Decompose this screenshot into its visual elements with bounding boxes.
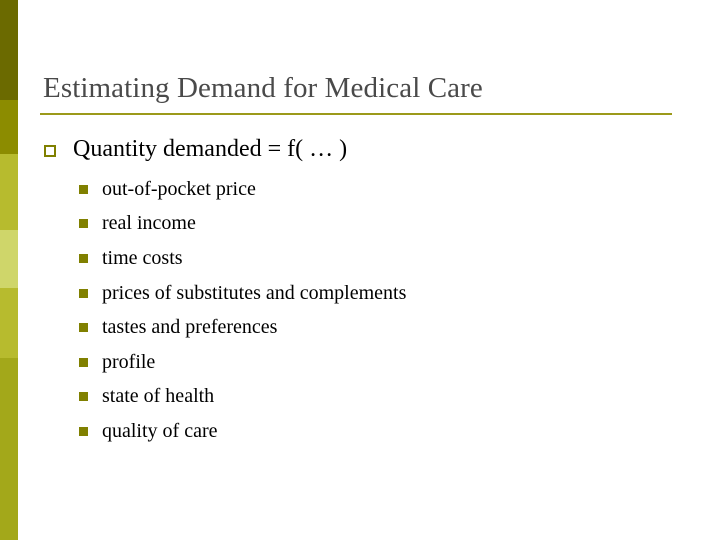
square-bullet-icon [79, 427, 88, 436]
list-item [79, 276, 406, 311]
list-item [79, 172, 406, 207]
main-bullet [44, 136, 347, 163]
list-item-text: quality of care [102, 419, 218, 442]
square-bullet-icon [79, 254, 88, 263]
square-bullet-icon [79, 185, 88, 194]
sub-bullet-list [79, 172, 406, 449]
list-item-text: profile [102, 350, 156, 373]
list-item-text: prices of substitutes and complements [102, 281, 407, 304]
hollow-square-bullet-icon [44, 145, 56, 157]
side-decoration-bar [0, 0, 18, 540]
list-item [79, 207, 406, 242]
list-item [79, 414, 406, 449]
title-divider [40, 113, 672, 115]
list-item [79, 310, 406, 345]
list-item-text: tastes and preferences [102, 316, 278, 339]
side-bar-segment [0, 358, 18, 540]
side-bar-segment [0, 230, 18, 288]
square-bullet-icon [79, 323, 88, 332]
square-bullet-icon [79, 289, 88, 298]
slide-title: Estimating Demand for Medical Care [43, 72, 483, 104]
list-item-text: real income [102, 212, 196, 235]
side-bar-segment [0, 0, 18, 100]
side-bar-segment [0, 100, 18, 154]
side-bar-segment [0, 288, 18, 358]
main-bullet-text: Quantity demanded = f( … ) [73, 136, 348, 162]
square-bullet-icon [79, 392, 88, 401]
list-item [79, 241, 406, 276]
list-item-text: time costs [102, 246, 183, 269]
list-item-text: state of health [102, 385, 215, 408]
square-bullet-icon [79, 219, 88, 228]
list-item [79, 345, 406, 380]
square-bullet-icon [79, 358, 88, 367]
list-item-text: out-of-pocket price [102, 177, 256, 200]
side-bar-segment [0, 154, 18, 230]
list-item [79, 380, 406, 415]
